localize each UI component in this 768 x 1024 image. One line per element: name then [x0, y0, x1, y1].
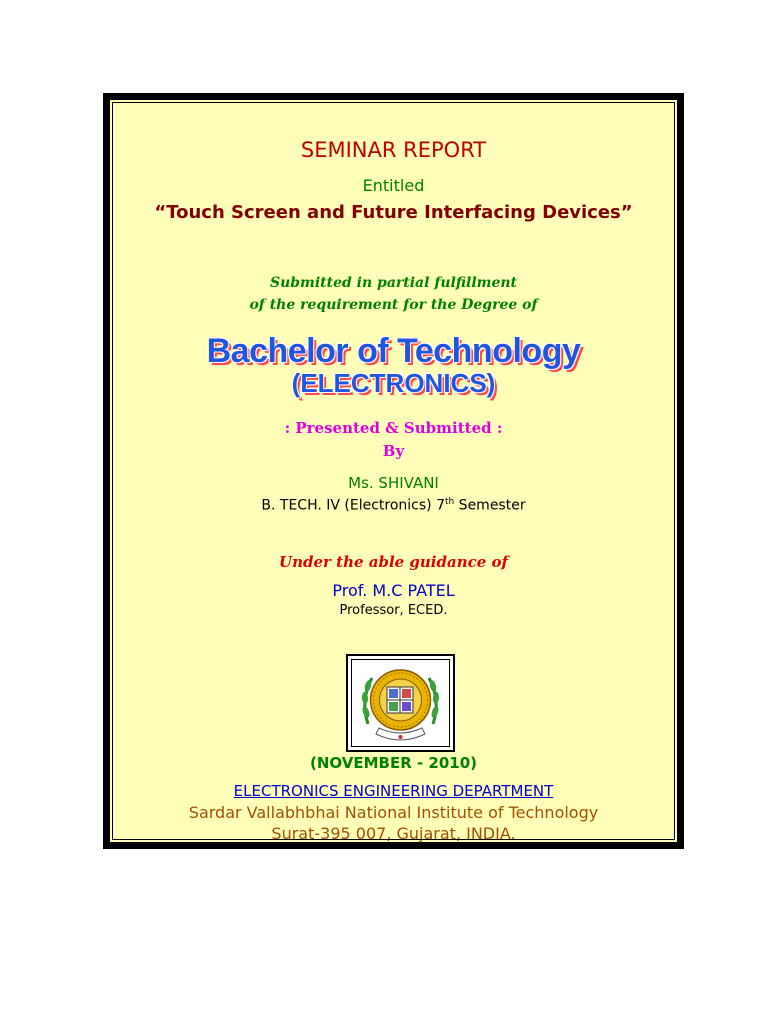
report-title: “Touch Screen and Future Interfacing Devices”: [154, 202, 633, 223]
by-label: By: [382, 442, 405, 460]
submission-line-1: Submitted in partial fulfillment: [269, 275, 518, 291]
entitled-label: Entitled: [362, 176, 425, 195]
guidance-label: Under the able guidance of: [279, 553, 508, 571]
student-class-ordinal: th: [445, 497, 455, 507]
institute-emblem-icon: [358, 662, 443, 746]
submission-line-2: of the requirement for the Degree of: [249, 297, 538, 313]
guide-name: Prof. M.C PATEL: [332, 581, 455, 600]
institute-logo: [346, 654, 455, 752]
degree-branch: (ELECTRONICS): [291, 368, 496, 398]
degree-title: Bachelor of Technology: [206, 332, 581, 370]
department-name: ELECTRONICS ENGINEERING DEPARTMENT: [233, 782, 554, 800]
student-name: Ms. SHIVANI: [348, 474, 439, 492]
report-type-heading: SEMINAR REPORT: [300, 138, 487, 162]
submission-date: (NOVEMBER - 2010): [309, 754, 478, 772]
presented-label: : Presented & Submitted :: [284, 419, 503, 437]
page-border: [103, 93, 684, 849]
student-class: [110, 497, 677, 514]
student-class-prefix: B. TECH. IV (Electronics) 7: [261, 497, 445, 514]
cover-page: [107, 97, 680, 845]
institute-name: Sardar Vallabhbhai National Institute of Technology: [188, 803, 599, 822]
student-class-suffix: Semester: [454, 497, 526, 514]
guide-title: Professor, ECED.: [339, 603, 448, 618]
institute-address: Surat-395 007, Gujarat, INDIA.: [271, 824, 516, 843]
